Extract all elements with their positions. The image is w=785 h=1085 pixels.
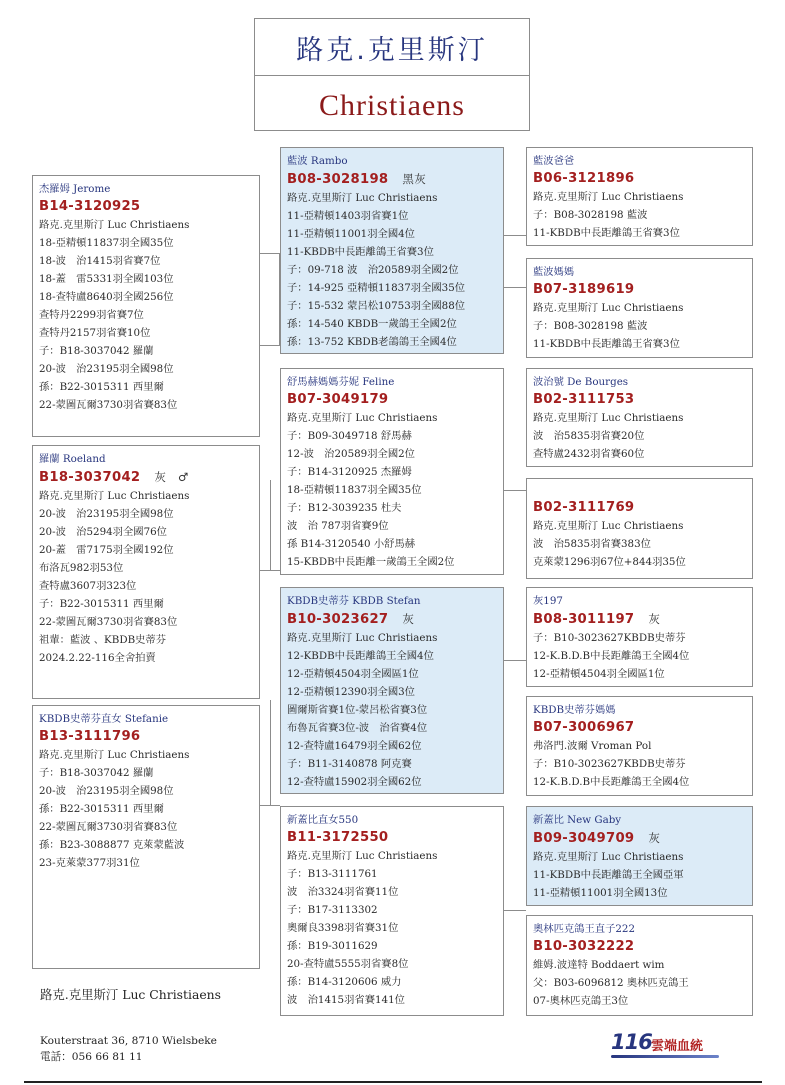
pedigree-line: 22-蒙圖瓦爾3730羽省賽83位 [39, 821, 178, 833]
pedigree-line: 子：B10-3023627KBDB史蒂芬 [533, 632, 686, 644]
ring-number: B02-3111769 [533, 500, 635, 515]
pedigree-line: 18-亞精頓11837羽全國35位 [39, 237, 174, 249]
pedigree-line: 23-克萊蒙377羽31位 [39, 857, 140, 869]
116-logo [611, 1030, 721, 1060]
pedigree-line: 弗洛門.波爾 Vroman Pol [533, 740, 652, 752]
bird-name: KBDB史蒂芬直女 Stefanie [39, 713, 169, 725]
pedigree-line: 18-蓋 雷5331羽全國103位 [39, 273, 174, 285]
pedigree-box-ggdam-1 [526, 258, 753, 358]
connector-line [270, 700, 271, 805]
pedigree-line: 15-KBDB中長距離一歲鴿王全國2位 [287, 556, 455, 568]
pedigree-line: 22-蒙圖瓦爾3730羽省賽83位 [39, 399, 178, 411]
pedigree-line: 11-KBDB中長距離鴿王全國亞軍 [533, 869, 684, 881]
pedigree-box-ggdam-4 [526, 915, 753, 1016]
connector-line [260, 570, 280, 571]
pedigree-box-ggsire-4 [526, 806, 753, 906]
connector-line [504, 660, 526, 661]
ring-number: B10-3023627 灰 [287, 612, 415, 627]
ring-number: B08-3011197 灰 [533, 612, 661, 627]
breeder-name-cn: 路克.克里斯汀 [296, 34, 488, 66]
breeder-address [40, 1033, 217, 1065]
pedigree-line: 11-亞精頓11001羽全國4位 [287, 228, 415, 240]
pedigree-line: 孫：14-540 KBDB一歲鴿王全國2位 [287, 318, 457, 330]
pedigree-line: 18-查特盧8640羽全國256位 [39, 291, 174, 303]
pedigree-line: 孫：B19-3011629 [287, 940, 378, 952]
color-sex: 灰 ♂ [154, 470, 189, 484]
bird-name: 新蓋比直女550 [287, 814, 359, 826]
bird-name: 灰197 [533, 595, 563, 607]
pedigree-line: 子：B18-3037042 羅蘭 [39, 345, 154, 357]
connector-line [260, 345, 280, 346]
pedigree-line: 子：B10-3023627KBDB史蒂芬 [533, 758, 686, 770]
pedigree-line: 子：B08-3028198 藍波 [533, 209, 648, 221]
pedigree-line: 查特盧3607羽323位 [39, 580, 137, 592]
pedigree-line: 路克.克里斯汀 Luc Christiaens [39, 490, 190, 502]
pedigree-line: 22-蒙圖瓦爾3730羽省賽83位 [39, 616, 178, 628]
pedigree-line: 孫：B23-3088877 克萊蒙藍波 [39, 839, 185, 851]
pedigree-line: 孫：B22-3015311 西里爾 [39, 381, 164, 393]
pedigree-line: 11-亞精頓1403羽省賽1位 [287, 210, 409, 222]
ring-number: B07-3189619 [533, 282, 635, 297]
connector-line [260, 253, 280, 345]
pedigree-line: 圖爾斯省賽1位-蒙呂松省賽3位 [287, 704, 428, 716]
pedigree-line: 孫：13-752 KBDB老鴿鴿王全國4位 [287, 336, 457, 348]
pedigree-box-grandsire-dam-side [280, 587, 504, 794]
pedigree-line: 11-KBDB中長距離鴿王省賽3位 [533, 227, 680, 239]
pedigree-line: 布魯瓦省賽3位-波 治省賽4位 [287, 722, 428, 734]
pedigree-line: 12-亞精頓4504羽全國區1位 [287, 668, 419, 680]
pedigree-line: 子：B14-3120925 杰羅姆 [287, 466, 412, 478]
page-bottom-rule [24, 1081, 762, 1083]
pedigree-line: 布洛瓦982羽53位 [39, 562, 124, 574]
pedigree-line: 子：B12-3039235 杜夫 [287, 502, 402, 514]
pedigree-line: 12-查特盧15902羽全國62位 [287, 776, 422, 788]
pedigree-line: 路克.克里斯汀 Luc Christiaens [287, 192, 438, 204]
pedigree-header [254, 18, 530, 131]
bird-name: 杰羅姆 Jerome [39, 183, 111, 195]
pedigree-box-dam [32, 705, 260, 969]
bird-name: 藍波媽媽 [533, 266, 575, 278]
pedigree-line: 20-波 治5294羽全國76位 [39, 526, 167, 538]
ring-number: B10-3032222 [533, 939, 635, 954]
pedigree-line: 波 治 787羽省賽9位 [287, 520, 389, 532]
pedigree-line: 波 治5835羽省賽20位 [533, 430, 645, 442]
pedigree-line: 11-KBDB中長距離鴿王省賽3位 [287, 246, 434, 258]
ring-number: B06-3121896 [533, 171, 635, 186]
pedigree-line: 子：B13-3111761 [287, 868, 378, 880]
pedigree-line: 克萊蒙1296羽67位+844羽35位 [533, 556, 686, 568]
bird-name: 奧林匹克鴿王直子222 [533, 923, 636, 935]
bird-name: 舒馬赫媽媽芬妮 Feline [287, 376, 395, 388]
connector-line [504, 235, 526, 236]
pedigree-line: 2024.2.22-116全舍拍賣 [39, 652, 156, 664]
pedigree-line: 子：B09-3049718 舒馬赫 [287, 430, 412, 442]
pedigree-box-ggsire-2 [526, 368, 753, 467]
logo-text: 雲端血統 [651, 1039, 704, 1054]
pedigree-line: 12-KBDB中長距離鴿王全國4位 [287, 650, 434, 662]
pedigree-line: 12-亞精頓12390羽全國3位 [287, 686, 415, 698]
pedigree-line: 18-波 治1415羽省賽7位 [39, 255, 161, 267]
pedigree-line: 子：15-532 蒙呂松10753羽全國88位 [287, 300, 466, 312]
pedigree-box-granddam [280, 368, 504, 575]
pedigree-line: 父：B03-6096812 奧林匹克鴿王 [533, 977, 689, 989]
pedigree-line: 路克.克里斯汀 Luc Christiaens [533, 851, 684, 863]
pedigree-line: 20-查特盧5555羽省賽8位 [287, 958, 409, 970]
pedigree-line: 孫 B14-3120540 小舒馬赫 [287, 538, 416, 550]
pedigree-line: 維姆.波達特 Boddaert wim [533, 959, 665, 971]
connector-line [504, 287, 526, 288]
pedigree-line: 路克.克里斯汀 Luc Christiaens [287, 412, 438, 424]
ring-number: B09-3049709 灰 [533, 831, 661, 846]
pedigree-line: 子：B22-3015311 西里爾 [39, 598, 164, 610]
pedigree-line: 路克.克里斯汀 Luc Christiaens [533, 302, 684, 314]
pedigree-line: 路克.克里斯汀 Luc Christiaens [287, 850, 438, 862]
pedigree-line: 18-亞精頓11837羽全國35位 [287, 484, 422, 496]
pedigree-box-sire [32, 175, 260, 437]
pedigree-line: 路克.克里斯汀 Luc Christiaens [39, 749, 190, 761]
bird-name: 藍波 Rambo [287, 155, 348, 167]
pedigree-line: 查特丹2299羽省賽7位 [39, 309, 144, 321]
ring-number: B08-3028198 黑灰 [287, 172, 427, 187]
address-line: Kouterstraat 36, 8710 Wielsbeke [40, 1035, 217, 1047]
connector-line [270, 480, 271, 570]
bird-name: 波治號 De Bourges [533, 376, 629, 388]
bird-name: 羅蘭 Roeland [39, 453, 106, 465]
bird-name: KBDB史蒂芬媽媽 [533, 704, 616, 716]
ring-number: B14-3120925 [39, 199, 141, 214]
pedigree-line: 12-亞精頓4504羽全國區1位 [533, 668, 665, 680]
pedigree-line: 孫：B22-3015311 西里爾 [39, 803, 164, 815]
color-sex: 灰 [402, 612, 415, 626]
pedigree-box-ggdam-3 [526, 696, 753, 796]
pedigree-line: 子：09-718 波 治20589羽全國2位 [287, 264, 459, 276]
connector-line [504, 490, 526, 491]
pedigree-box-granddam-dam-side [280, 806, 504, 1016]
connector-line [260, 805, 280, 806]
pedigree-box-ggdam-2 [526, 478, 753, 579]
pedigree-line: 12-K.B.D.B中長距離鴿王全國4位 [533, 776, 690, 788]
phone-line: 電話：056 66 81 11 [40, 1051, 143, 1063]
pedigree-box-ggsire-3 [526, 587, 753, 687]
color-sex: 灰 [648, 831, 661, 845]
pedigree-line: 波 治5835羽省賽383位 [533, 538, 651, 550]
pedigree-line: 路克.克里斯汀 Luc Christiaens [533, 520, 684, 532]
pedigree-line: 11-KBDB中長距離鴿王省賽3位 [533, 338, 680, 350]
bird-name: 藍波爸爸 [533, 155, 575, 167]
pedigree-box-ggsire-1 [526, 147, 753, 246]
color-sex: 灰 [648, 612, 661, 626]
pedigree-line: 子：B11-3140878 阿克賽 [287, 758, 412, 770]
ring-number: B02-3111753 [533, 392, 635, 407]
pedigree-line: 20-蓋 雷7175羽全國192位 [39, 544, 174, 556]
pedigree-line: 查特盧2432羽省賽60位 [533, 448, 645, 460]
bird-name: 新蓋比 New Gaby [533, 814, 622, 826]
pedigree-line: 查特丹2157羽省賽10位 [39, 327, 151, 339]
color-sex: 黑灰 [402, 172, 427, 186]
ring-number: B07-3049179 [287, 392, 389, 407]
pedigree-line: 12-K.B.D.B中長距離鴿王全國4位 [533, 650, 690, 662]
pedigree-line: 子：14-925 亞精頓11837羽全國35位 [287, 282, 466, 294]
connector-line [504, 910, 526, 911]
pedigree-line: 路克.克里斯汀 Luc Christiaens [533, 412, 684, 424]
bird-name: KBDB史蒂芬 KBDB Stefan [287, 595, 421, 607]
pedigree-box-grandsire [280, 147, 504, 354]
pedigree-line: 20-波 治23195羽全國98位 [39, 785, 174, 797]
logo-underline [611, 1055, 719, 1058]
pedigree-line: 12-查特盧16479羽全國62位 [287, 740, 422, 752]
pedigree-box-subject [32, 445, 260, 699]
header-divider [255, 75, 529, 76]
pedigree-line: 孫：B14-3120606 威力 [287, 976, 402, 988]
pedigree-line: 20-波 治23195羽全國98位 [39, 363, 174, 375]
pedigree-line: 07-奧林匹克鴿王3位 [533, 995, 629, 1007]
pedigree-line: 12-波 治20589羽全國2位 [287, 448, 415, 460]
ring-number: B13-3111796 [39, 729, 141, 744]
pedigree-line: 子：B18-3037042 羅蘭 [39, 767, 154, 779]
breeder-signature: 路克.克里斯汀 Luc Christiaens [40, 987, 222, 1002]
logo-number: 116 [611, 1030, 652, 1054]
pedigree-line: 路克.克里斯汀 Luc Christiaens [287, 632, 438, 644]
pedigree-line: 波 治1415羽省賽141位 [287, 994, 405, 1006]
ring-number: B11-3172550 [287, 830, 389, 845]
pedigree-line: 11-亞精頓11001羽全國13位 [533, 887, 668, 899]
ring-number: B18-3037042 灰 ♂ [39, 470, 189, 485]
ring-number: B07-3006967 [533, 720, 635, 735]
pedigree-line: 路克.克里斯汀 Luc Christiaens [533, 191, 684, 203]
pedigree-line: 子：B17-3113302 [287, 904, 378, 916]
pedigree-line: 子：B08-3028198 藍波 [533, 320, 648, 332]
pedigree-line: 20-波 治23195羽全國98位 [39, 508, 174, 520]
pedigree-line: 奧爾良3398羽省賽31位 [287, 922, 399, 934]
pedigree-line: 路克.克里斯汀 Luc Christiaens [39, 219, 190, 231]
pedigree-line: 祖輩：藍波 、KBDB史蒂芬 [39, 634, 167, 646]
pedigree-line: 波 治3324羽省賽11位 [287, 886, 399, 898]
breeder-name-latin: Christiaens [319, 89, 465, 122]
